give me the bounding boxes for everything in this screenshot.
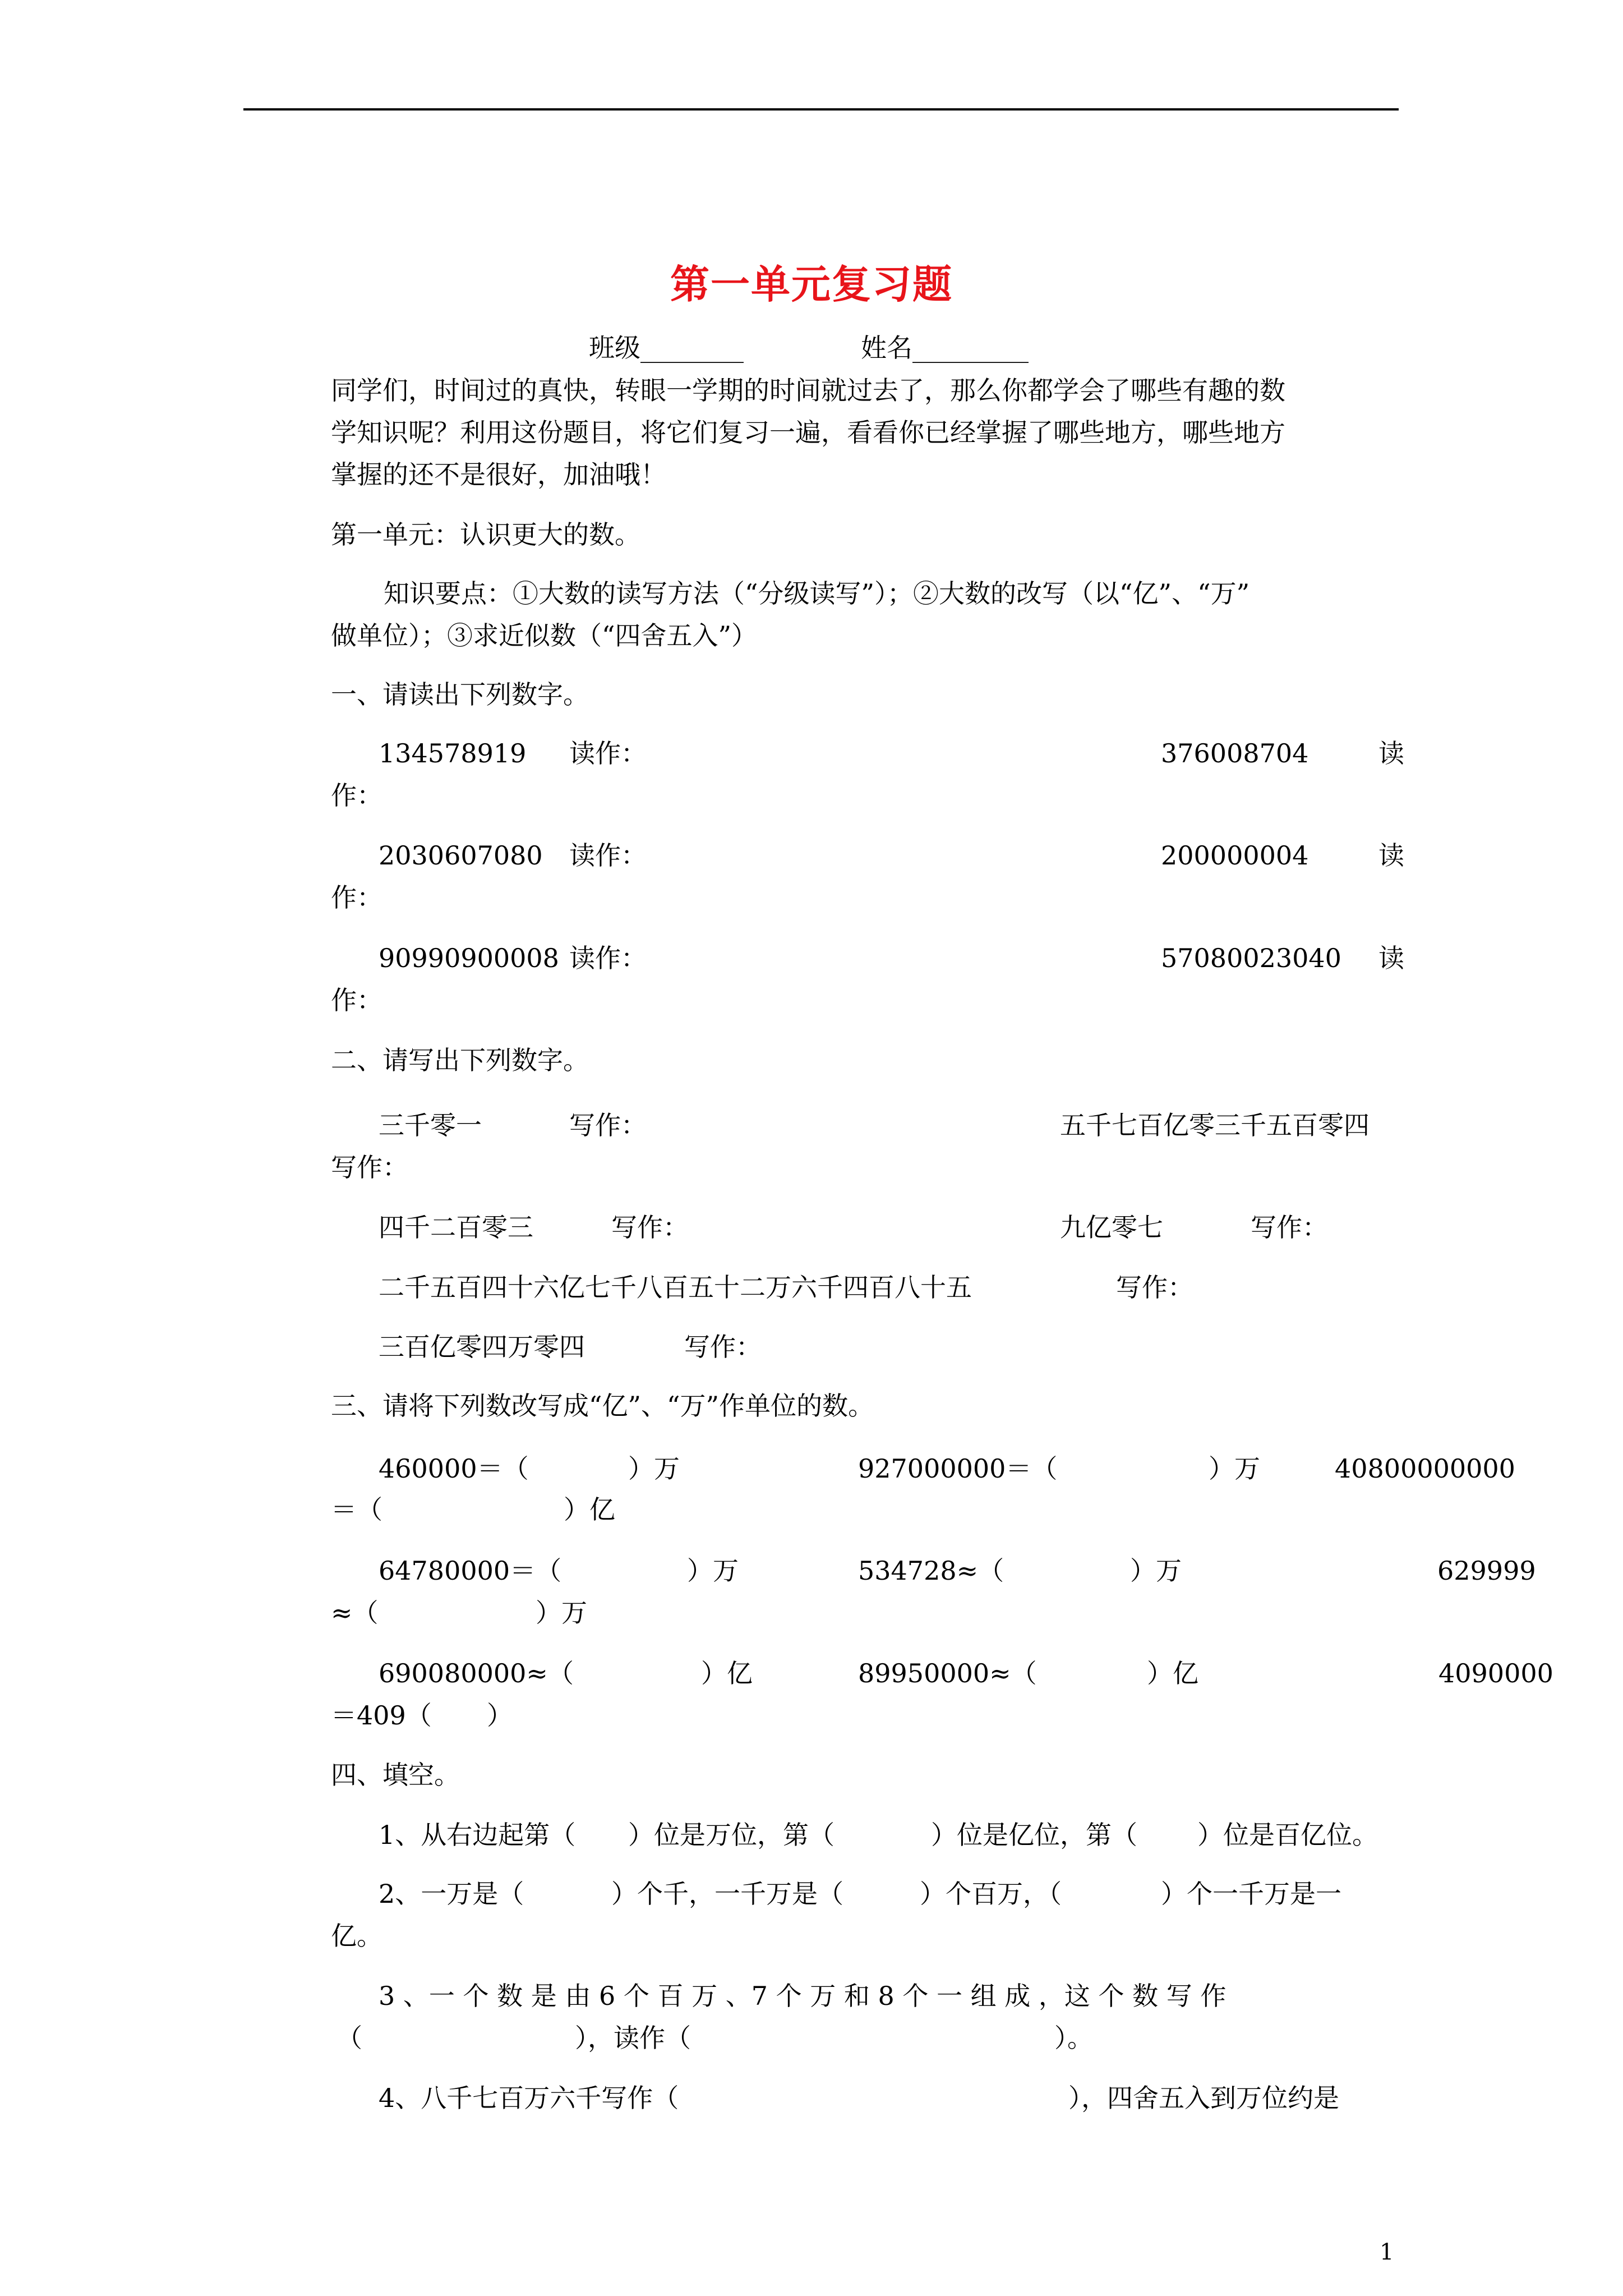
- section-4-heading: 四、填空。: [331, 1760, 460, 1790]
- rewrite-item: ）万: [628, 1453, 680, 1484]
- read-number: 134578919: [379, 738, 527, 769]
- section-1-heading: 一、请读出下列数字。: [331, 679, 589, 710]
- fill-question: 2、一万是（: [379, 1879, 524, 1909]
- read-label: 读: [1378, 738, 1404, 769]
- write-words: 三千零一: [379, 1110, 482, 1140]
- unit-heading: 第一单元：认识更大的数。: [331, 519, 640, 550]
- rewrite-item: ）: [487, 1700, 513, 1731]
- read-number: 200000004: [1161, 840, 1309, 871]
- section-3-heading: 三、请将下列数改写成“亿”、“万”作单位的数。: [331, 1391, 874, 1421]
- read-label: 作：: [331, 882, 382, 913]
- rewrite-item: ）万: [1209, 1453, 1260, 1484]
- write-words: 四千二百零三: [379, 1212, 533, 1243]
- read-number: 57080023040: [1161, 943, 1341, 973]
- fill-question: ），读作（: [575, 2023, 691, 2053]
- fill-question: 3 、一 个 数 是 由 6 个 百 万 、7 个 万 和 8 个 一 组 成 ，这 个 数 写 作: [379, 1981, 1227, 2011]
- fill-question: 亿。: [331, 1921, 382, 1951]
- read-label: 读作：: [569, 840, 647, 871]
- rewrite-item: ＝409（: [331, 1700, 432, 1731]
- rewrite-item: 64780000＝（: [379, 1556, 562, 1586]
- read-number: 376008704: [1161, 738, 1309, 769]
- rewrite-item: 927000000＝（: [858, 1453, 1058, 1484]
- read-label: 读作：: [569, 738, 647, 769]
- fill-question: ）。: [1054, 2023, 1093, 2053]
- read-label: 作：: [331, 780, 382, 811]
- read-label: 读: [1378, 840, 1404, 871]
- write-words: 三百亿零四万零四: [379, 1332, 585, 1362]
- knowledge-points-line-2: 做单位）；③求近似数（“四舍五入”）: [331, 620, 758, 651]
- header-rule: [243, 108, 1399, 111]
- rewrite-item: 40800000000: [1335, 1453, 1515, 1484]
- fill-question: ）位是万位，第（: [628, 1820, 834, 1850]
- rewrite-item: ）万: [687, 1556, 739, 1586]
- rewrite-item: 460000＝（: [379, 1453, 529, 1484]
- fill-question: ）个百万，（: [920, 1879, 1062, 1909]
- fill-question: （: [336, 2023, 362, 2053]
- fill-question: ）位是亿位，第（: [931, 1820, 1137, 1850]
- read-label: 读: [1378, 943, 1404, 973]
- read-label: 读作：: [569, 943, 647, 973]
- rewrite-item: ）亿: [564, 1494, 615, 1525]
- rewrite-item: ＝（: [331, 1494, 382, 1525]
- fill-question: 4、八千七百万六千写作（: [379, 2083, 679, 2113]
- write-label: 写作：: [331, 1152, 408, 1182]
- rewrite-item: ）万: [1130, 1556, 1182, 1586]
- fill-question: ），四舍五入到万位约是: [1068, 2083, 1339, 2113]
- read-label: 作：: [331, 985, 382, 1015]
- fill-question: 1、从右边起第（: [379, 1820, 576, 1850]
- rewrite-item: 89950000≈（: [858, 1658, 1037, 1688]
- section-2-heading: 二、请写出下列数字。: [331, 1045, 589, 1075]
- class-field-label: 班级________: [589, 333, 744, 363]
- rewrite-item: 4090000: [1438, 1658, 1553, 1688]
- rewrite-item: 629999: [1437, 1556, 1536, 1586]
- rewrite-item: ）亿: [1147, 1658, 1198, 1688]
- read-number: 2030607080: [379, 840, 543, 871]
- knowledge-points-line-1: 知识要点：①大数的读写方法（“分级读写”）；②大数的改写（以“亿”、“万”: [384, 578, 1250, 609]
- intro-line-2: 学知识呢？利用这份题目，将它们复习一遍，看看你已经掌握了哪些地方，哪些地方: [331, 417, 1285, 448]
- fill-question: ）位是百亿位。: [1197, 1820, 1378, 1850]
- intro-line-3: 掌握的还不是很好，加油哦！: [331, 459, 666, 490]
- fill-question: ）个千，一千万是（: [611, 1879, 843, 1909]
- page-number: 1: [1380, 2239, 1394, 2265]
- name-field-label: 姓名_________: [861, 333, 1029, 363]
- write-words: 九亿零七: [1060, 1212, 1163, 1243]
- write-words: 五千七百亿零三千五百零四: [1060, 1110, 1370, 1140]
- rewrite-item: ≈（: [331, 1598, 379, 1628]
- page-title: 第一单元复习题: [670, 261, 953, 307]
- write-label: 写作：: [569, 1110, 647, 1140]
- rewrite-item: 690080000≈（: [379, 1658, 574, 1688]
- write-words: 二千五百四十六亿七千八百五十二万六千四百八十五: [379, 1272, 972, 1303]
- rewrite-item: 534728≈（: [858, 1556, 1004, 1586]
- read-number: 90990900008: [379, 943, 559, 973]
- fill-question: ）个一千万是一: [1161, 1879, 1341, 1909]
- rewrite-item: ）万: [536, 1598, 587, 1628]
- rewrite-item: ）亿: [701, 1658, 753, 1688]
- write-label: 写作：: [684, 1332, 762, 1362]
- intro-line-1: 同学们，时间过的真快，转眼一学期的时间就过去了，那么你都学会了哪些有趣的数: [331, 375, 1285, 406]
- write-label: 写作：: [1116, 1272, 1193, 1303]
- write-label: 写作：: [1251, 1212, 1328, 1243]
- write-label: 写作：: [611, 1212, 689, 1243]
